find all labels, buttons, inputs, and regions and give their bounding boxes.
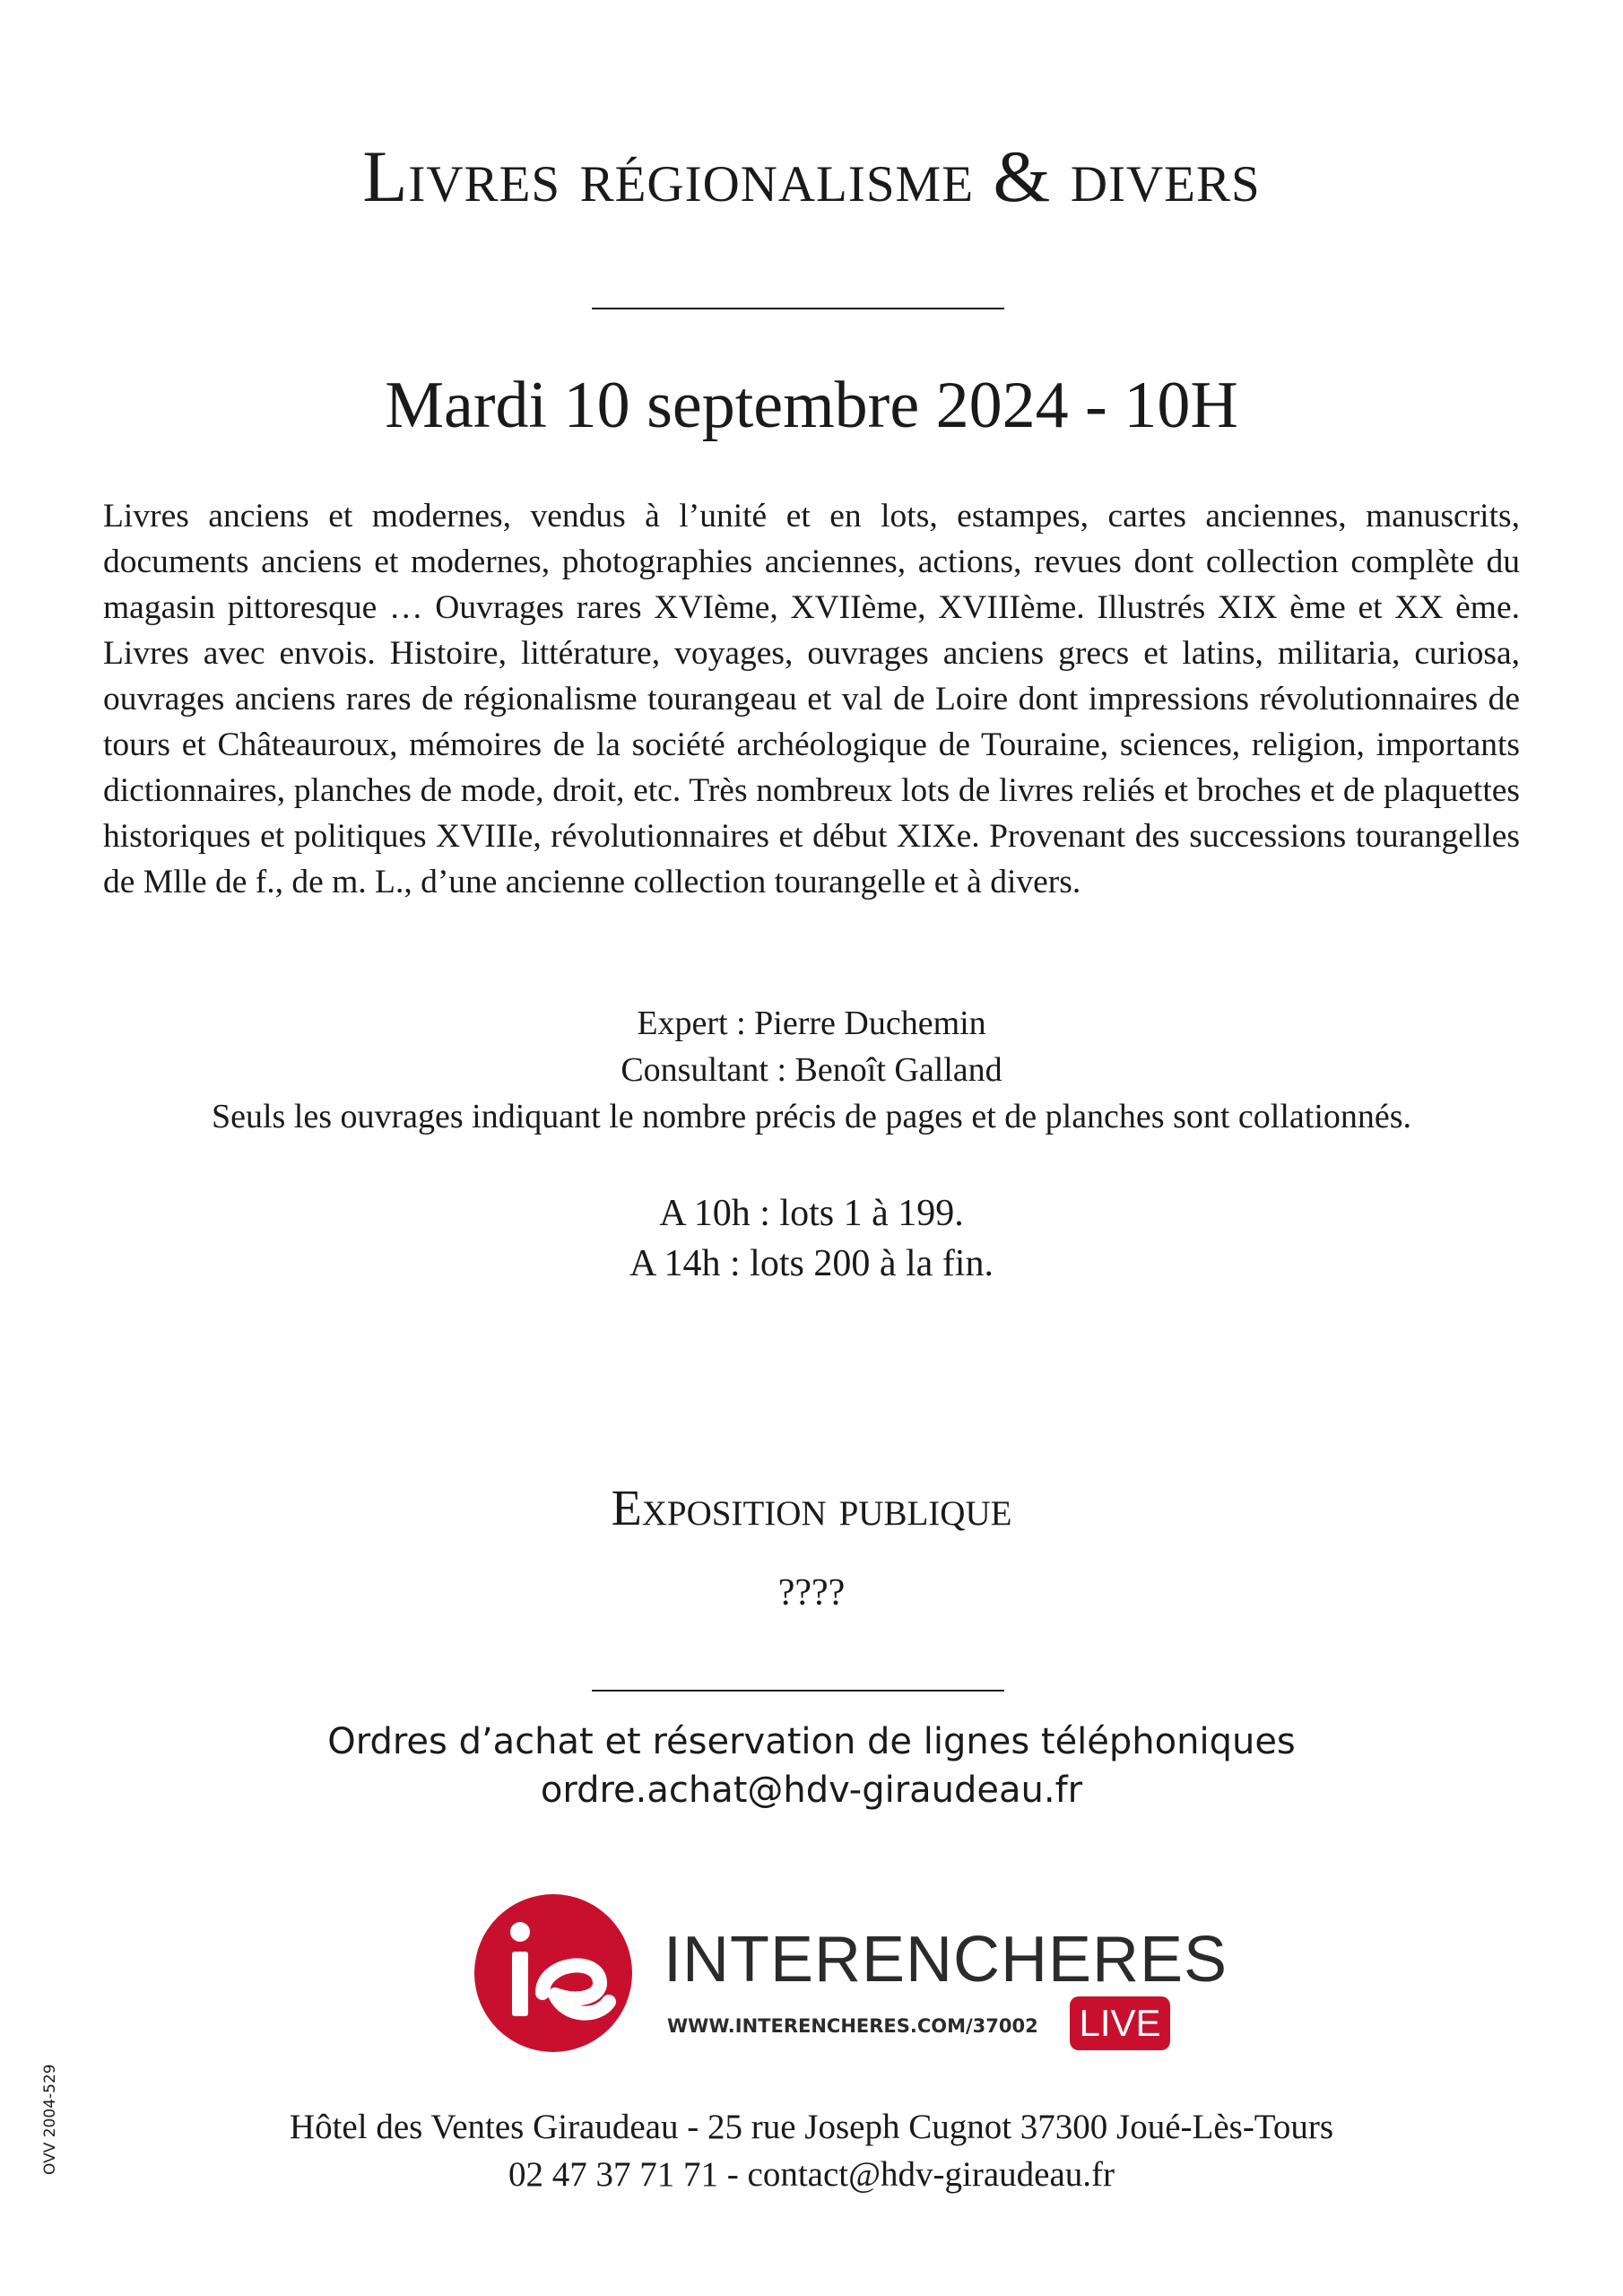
orders-email[interactable]: ordre.achat@hdv-giraudeau.fr bbox=[540, 1770, 1083, 1811]
credits-block bbox=[0, 1000, 1623, 1140]
orders-block bbox=[0, 1718, 1623, 1814]
sale-date: Mardi 10 septembre 2024 - 10H bbox=[385, 369, 1238, 442]
expert-line: Expert : Pierre Duchemin bbox=[637, 1004, 986, 1042]
contact-line: 02 47 37 71 71 - contact@hdv-giraudeau.fr bbox=[508, 2155, 1115, 2194]
footer-address bbox=[0, 2103, 1623, 2198]
sale-description: Livres anciens et modernes, vendus à l’unité et en lots, estampes, cartes anciennes, manuscrits, documents anciens et modernes, photographies anciennes, actions, revues dont collection complète du magasin pittoresque … Ouvrages rares XVIème, XVIIème, XVIIIème. Illustrés XIX ème et XX ème. Livres avec envois. Histoire, littérature, voyages, ouvrages anciens grecs et latins, militaria, curiosa, ouvrages anciens rares de régionalisme tourangeau et val de Loire dont impressions révolutionnaires de tours et Châteauroux, mémoires de la société archéologique de Touraine, sciences, religion, importants dictionnaires, planches de mode, droit, etc. Très nombreux lots de livres reliés et broches et de plaquettes historiques et politiques XVIIIe, révolutionnaires et début XIXe. Provenant des successions tourangelles de Mlle de f., de m. L., d’une ancienne collection tourangelle et à divers. bbox=[103, 498, 1520, 900]
brand-name: INTERENCHERES bbox=[664, 1924, 1228, 1996]
divider-top bbox=[592, 308, 1004, 309]
consultant-line: Consultant : Benoît Galland bbox=[621, 1051, 1002, 1089]
live-badge: LIVE bbox=[1070, 1996, 1170, 2050]
sessions-block bbox=[0, 1188, 1623, 1289]
divider-bottom bbox=[592, 1690, 1004, 1692]
ovv-number: OVV 2004-529 bbox=[41, 2064, 59, 2175]
address-line: Hôtel des Ventes Giraudeau - 25 rue Joseph Cugnot 37300 Joué-Lès-Tours bbox=[289, 2108, 1334, 2146]
brand-url[interactable]: WWW.INTERENCHERES.COM/37002 bbox=[667, 2015, 1038, 2037]
page-title: Livres régionalisme & divers bbox=[362, 135, 1261, 217]
exposition-title: Exposition publique bbox=[611, 1481, 1012, 1536]
collation-note: Seuls les ouvrages indiquant le nombre précis de pages et de planches sont collationnés. bbox=[211, 1098, 1412, 1135]
session-morning: A 10h : lots 1 à 199. bbox=[659, 1193, 964, 1234]
exposition-value: ???? bbox=[777, 1572, 846, 1613]
orders-label: Ordres d’achat et réservation de lignes téléphoniques bbox=[327, 1721, 1296, 1762]
session-afternoon: A 14h : lots 200 à la fin. bbox=[629, 1243, 994, 1284]
interencheres-logo-icon bbox=[473, 1892, 634, 2054]
